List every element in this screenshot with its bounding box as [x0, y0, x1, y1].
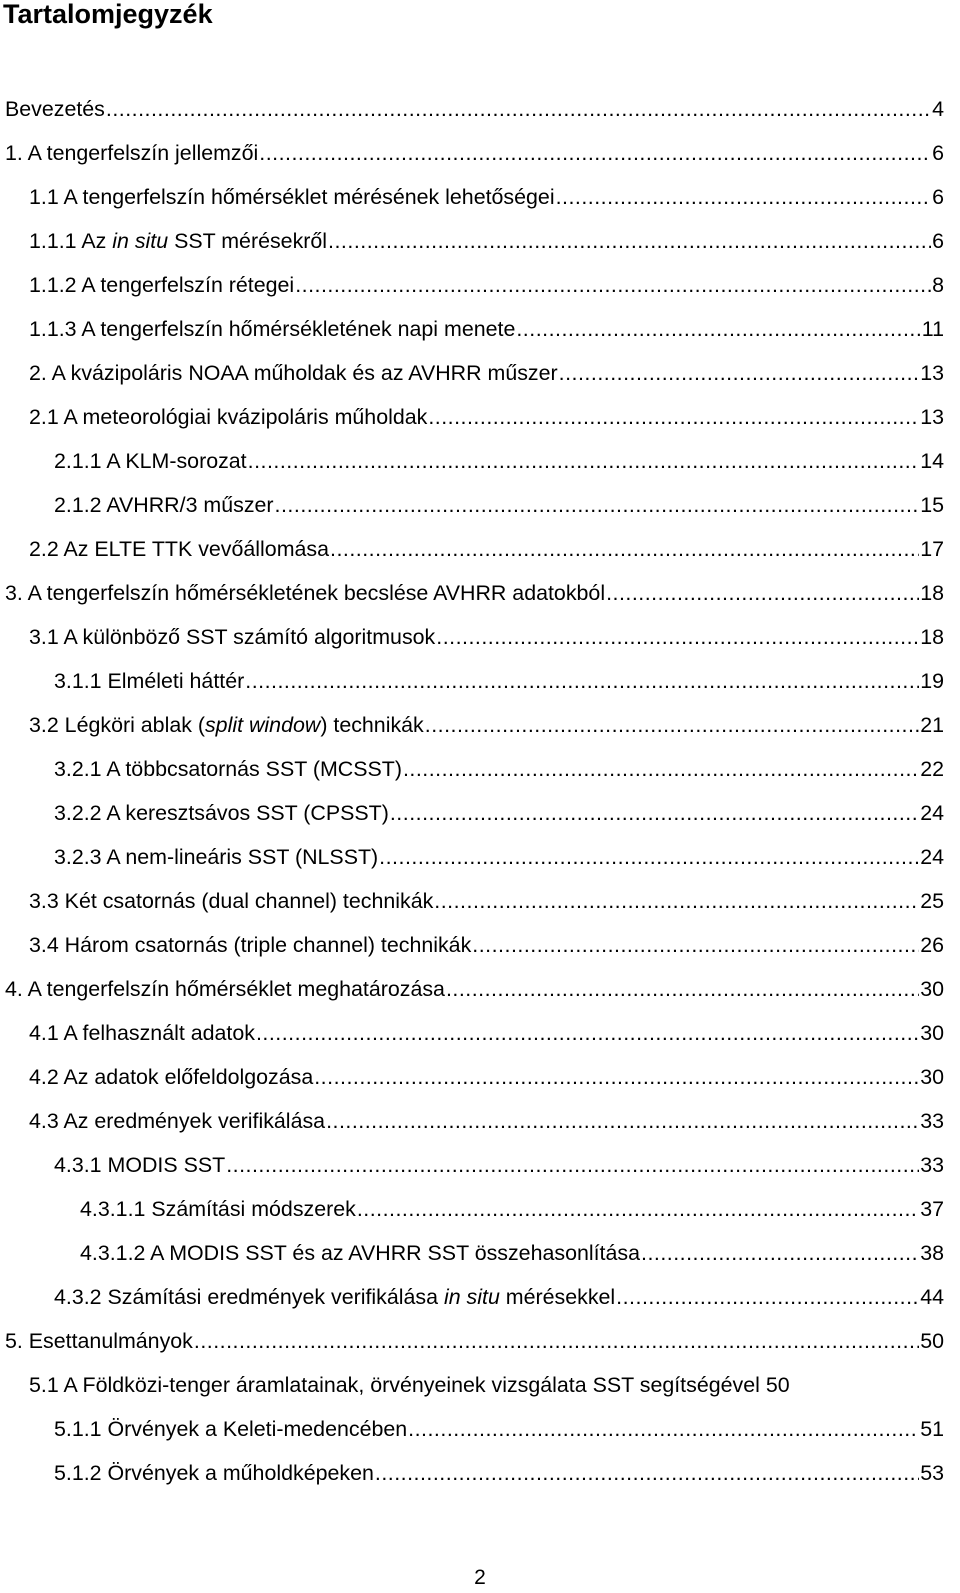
toc-dot-leader: [314, 1055, 919, 1099]
toc-entry[interactable]: [54, 1143, 944, 1187]
toc-dot-leader: [616, 1275, 919, 1319]
toc-dot-leader: [606, 571, 919, 615]
toc-dot-leader: [328, 219, 931, 263]
toc-dot-leader: [436, 615, 919, 659]
toc-entry[interactable]: [29, 1363, 944, 1407]
toc-entry-label: [54, 1275, 615, 1319]
toc-entry-label: 4.2 Az adatok előfeldolgozása: [29, 1065, 314, 1089]
toc-entry-page: 14: [920, 449, 944, 473]
toc-entry-page: 11: [921, 317, 944, 341]
toc-entry-label: 4.3.1 MODIS SST: [54, 1153, 226, 1177]
toc-entry-label: 4. A tengerfelszín hőmérséklet meghatározása: [5, 977, 445, 1001]
toc-entry-label: 1.1.3 A tengerfelszín hőmérsékletének napi menete: [29, 317, 516, 341]
toc-dot-leader: [379, 835, 919, 879]
toc-entry[interactable]: [54, 483, 944, 527]
toc-entry-label: 3.2.3 A nem-lineáris SST (NLSST): [54, 845, 379, 869]
toc-entry-label: 5.1 A Földközi-tenger áramlatainak, örvényeinek vizsgálata SST segítségével: [29, 1373, 760, 1397]
toc-entry[interactable]: [54, 1451, 944, 1495]
toc-entry[interactable]: [29, 307, 944, 351]
toc-label-italic: split window: [204, 713, 321, 737]
toc-entry-label: 2.1 A meteorológiai kvázipoláris műholdak: [29, 405, 428, 429]
toc-dot-leader: [256, 1011, 919, 1055]
toc-entry-page: 51: [920, 1417, 944, 1441]
toc-entry-page: 25: [920, 889, 944, 913]
toc-entry-label: 3. A tengerfelszín hőmérsékletének becslése AVHRR adatokból: [5, 581, 606, 605]
toc-entry-label: 3.2.2 A keresztsávos SST (CPSST): [54, 801, 389, 825]
toc-entry-page: 38: [920, 1241, 944, 1265]
toc-entry-page: 22: [920, 757, 944, 781]
toc-dot-leader: [245, 659, 919, 703]
toc-entry-page: 19: [920, 669, 944, 693]
toc-entry-page: 50: [920, 1329, 944, 1353]
toc-entry[interactable]: [5, 131, 944, 175]
toc-entry-label: 2.1.2 AVHRR/3 műszer: [54, 493, 274, 517]
toc-entry-page: 18: [920, 625, 944, 649]
toc-entry-page: 50: [765, 1373, 790, 1397]
page-title: Tartalomjegyzék: [3, 0, 213, 29]
toc-entry[interactable]: [29, 527, 944, 571]
toc-entry-page: 24: [920, 845, 944, 869]
toc-entry-page: 44: [920, 1285, 944, 1309]
toc-dot-leader: [516, 307, 920, 351]
toc-entry-page: 33: [920, 1109, 944, 1133]
toc-entry-page: 21: [920, 713, 944, 737]
toc-entry-label: 3.4 Három csatornás (triple channel) technikák: [29, 933, 472, 957]
toc-entry[interactable]: [29, 1055, 944, 1099]
toc-entry-label: 1.1 A tengerfelszín hőmérséklet mérésének lehetőségei: [29, 185, 555, 209]
toc-entry[interactable]: [29, 351, 944, 395]
toc-label-part: mérésekkel: [499, 1285, 616, 1309]
toc-entry-page: 53: [920, 1461, 944, 1485]
toc-dot-leader: [434, 879, 919, 923]
toc-dot-leader: [248, 439, 920, 483]
toc-entry-label: 2.2 Az ELTE TTK vevőállomása: [29, 537, 330, 561]
page-number: 2: [474, 1566, 486, 1589]
toc-label-part: 1.1.1 Az: [29, 229, 113, 253]
toc-entry[interactable]: [29, 395, 944, 439]
toc-dot-leader: [446, 967, 919, 1011]
toc-entry-label: 1.1.2 A tengerfelszín rétegei: [29, 273, 295, 297]
toc-entry-page: 24: [920, 801, 944, 825]
toc-dot-leader: [428, 395, 919, 439]
toc-entry-label: 2. A kvázipoláris NOAA műholdak és az AVHRR műszer: [29, 361, 558, 385]
toc-entry[interactable]: [29, 219, 944, 263]
toc-entry[interactable]: [80, 1231, 944, 1275]
toc-entry[interactable]: [29, 175, 944, 219]
toc-entry-label: 5.1.2 Örvények a műholdképeken: [54, 1461, 374, 1485]
toc-entry[interactable]: [5, 1319, 944, 1363]
toc-entry-page: 30: [920, 1021, 944, 1045]
toc-entry[interactable]: [54, 835, 944, 879]
toc-entry-label: 4.3 Az eredmények verifikálása: [29, 1109, 326, 1133]
toc-dot-leader: [194, 1319, 919, 1363]
toc-entry[interactable]: [54, 747, 944, 791]
toc-entry[interactable]: [54, 1407, 944, 1451]
toc-entry[interactable]: [29, 1099, 944, 1143]
toc-entry-page: 13: [920, 361, 944, 385]
toc-dot-leader: [403, 747, 919, 791]
toc-entry[interactable]: [29, 1011, 944, 1055]
toc-dot-leader: [326, 1099, 919, 1143]
toc-entry-label: 3.1.1 Elméleti háttér: [54, 669, 245, 693]
toc-entry-label: [29, 219, 327, 263]
toc-label-part: 3.2 Légköri ablak (: [29, 713, 205, 737]
toc-entry-label: [29, 703, 424, 747]
toc-dot-leader: [425, 703, 919, 747]
toc-entry[interactable]: [54, 791, 944, 835]
toc-dot-leader: [106, 87, 931, 131]
toc-dot-leader: [472, 923, 919, 967]
toc-dot-leader: [559, 351, 920, 395]
toc-entry[interactable]: [80, 1187, 944, 1231]
toc-entry-page: 18: [920, 581, 944, 605]
toc-entry[interactable]: [5, 87, 944, 131]
toc-entry[interactable]: [29, 923, 944, 967]
toc-dot-leader: [295, 263, 931, 307]
toc-label-part: ) technikák: [320, 713, 424, 737]
toc-entry-label: 3.2.1 A többcsatornás SST (MCSST): [54, 757, 402, 781]
toc-entry-label: 5. Esettanulmányok: [5, 1329, 193, 1353]
toc-entry-page: 15: [920, 493, 944, 517]
toc-entry-label: Bevezetés: [5, 97, 105, 121]
toc-label-part: 4.3.2 Számítási eredmények verifikálása: [54, 1285, 444, 1309]
toc-entry[interactable]: [29, 615, 944, 659]
toc-entry-page: 33: [920, 1153, 944, 1177]
toc-entry[interactable]: [54, 659, 944, 703]
toc-entry-label: 5.1.1 Örvények a Keleti-medencében: [54, 1417, 408, 1441]
toc-entry-label: 1. A tengerfelszín jellemzői: [5, 141, 259, 165]
toc-entry-page: 26: [920, 933, 944, 957]
toc-dot-leader: [375, 1451, 919, 1495]
toc-entry-page: 6: [932, 141, 944, 165]
toc-entry-label: 4.3.1.1 Számítási módszerek: [80, 1197, 356, 1221]
toc-dot-leader: [275, 483, 920, 527]
toc-entry[interactable]: [29, 263, 944, 307]
toc-dot-leader: [357, 1187, 919, 1231]
toc-dot-leader: [556, 175, 932, 219]
toc-entry-label: 2.1.1 A KLM-sorozat: [54, 449, 247, 473]
toc-entry-page: 17: [920, 537, 944, 561]
toc-entry-page: 37: [920, 1197, 944, 1221]
toc-dot-leader: [408, 1407, 919, 1451]
toc-entry-page: 6: [932, 229, 944, 253]
toc-entry-page: 13: [920, 405, 944, 429]
toc-entry[interactable]: [5, 571, 944, 615]
toc-entry-page: 30: [920, 977, 944, 1001]
toc-label-part: SST mérésekről: [168, 229, 328, 253]
toc-entry[interactable]: [29, 879, 944, 923]
toc-entry[interactable]: [5, 967, 944, 1011]
toc-dot-leader: [259, 131, 931, 175]
toc-entry-label: 4.3.1.2 A MODIS SST és az AVHRR SST összehasonlítása: [80, 1241, 640, 1265]
toc-label-italic: in situ: [112, 229, 169, 253]
toc-dot-leader: [390, 791, 919, 835]
toc-entry[interactable]: [54, 439, 944, 483]
toc-entry-label: 4.1 A felhasznált adatok: [29, 1021, 255, 1045]
toc-dot-leader: [330, 527, 919, 571]
toc-entry-page: 6: [932, 185, 944, 209]
toc-dot-leader: [641, 1231, 919, 1275]
toc-entry[interactable]: [29, 703, 944, 747]
toc-entry-page: 30: [920, 1065, 944, 1089]
toc-dot-leader: [226, 1143, 919, 1187]
toc-label-italic: in situ: [443, 1285, 500, 1309]
toc-entry-page: 4: [932, 97, 944, 121]
toc-entry-label: 3.3 Két csatornás (dual channel) technikák: [29, 889, 434, 913]
toc-entry[interactable]: [54, 1275, 944, 1319]
toc-entry-page: 8: [932, 273, 944, 297]
toc-entry-label: 3.1 A különböző SST számító algoritmusok: [29, 625, 436, 649]
